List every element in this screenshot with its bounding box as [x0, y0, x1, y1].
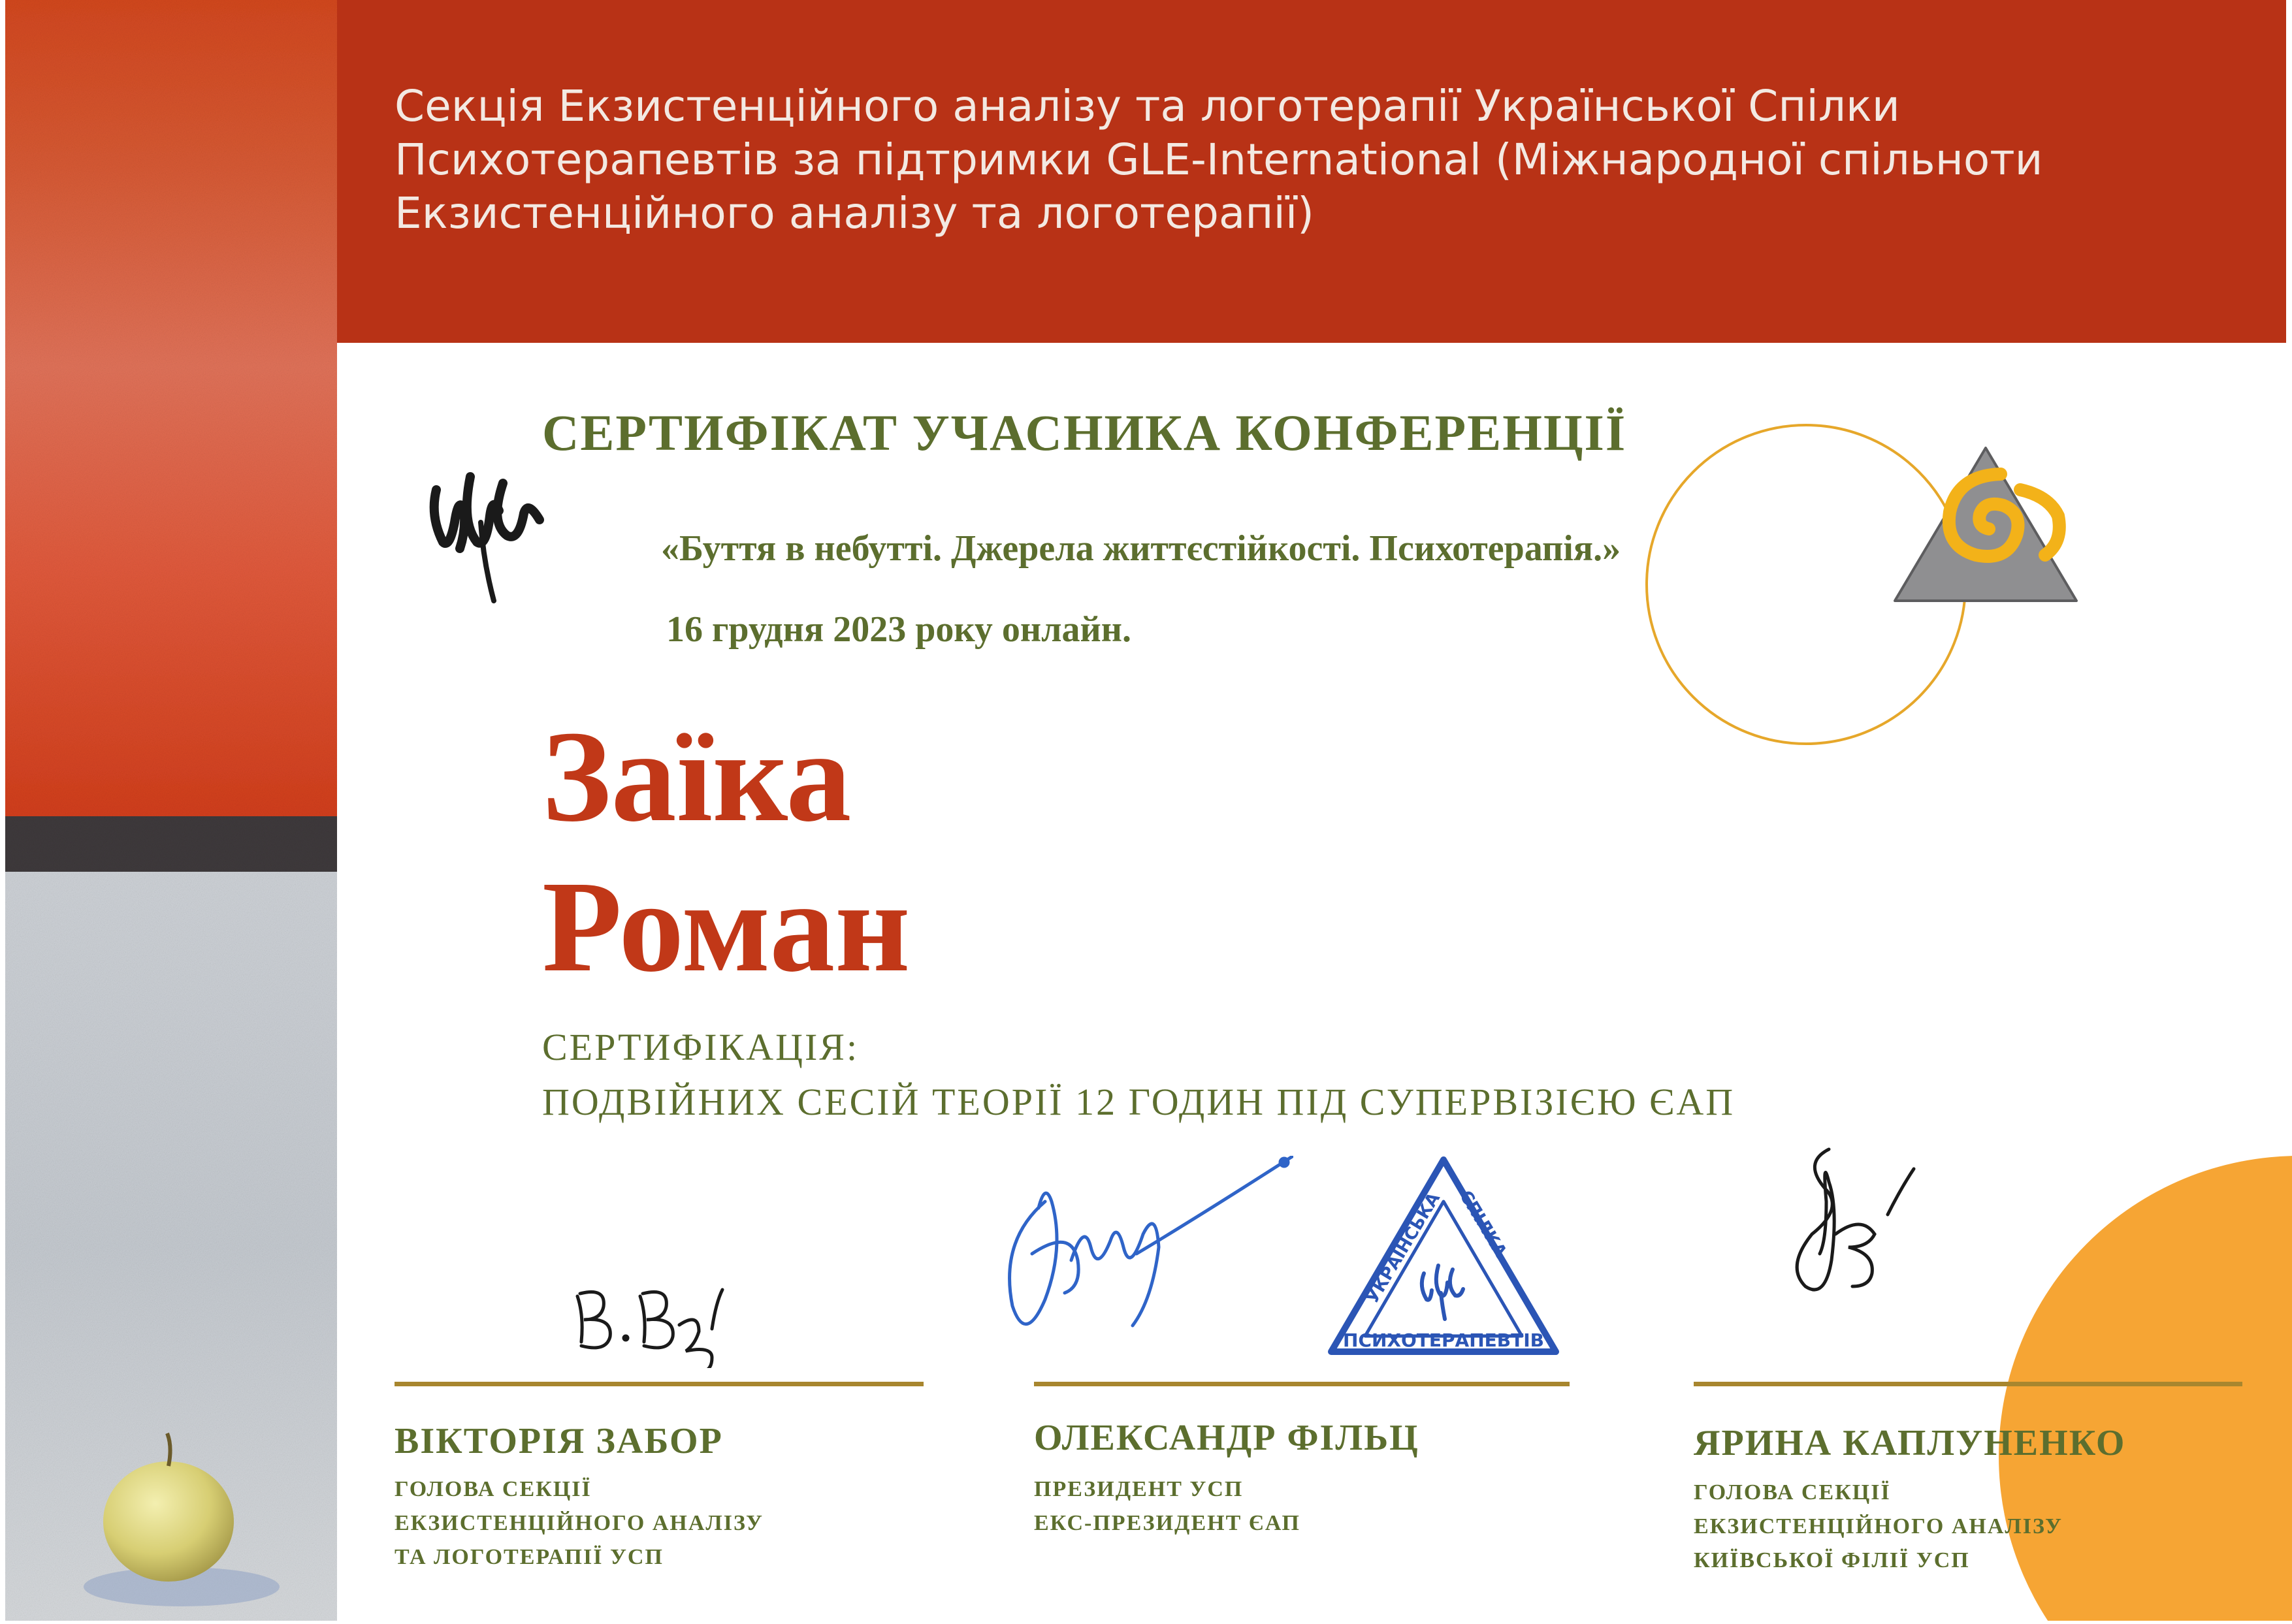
signer-role-kaplunenko	[1694, 1476, 2063, 1578]
stamp-text-bottom: ПСИХОТЕРАПЕВТІВ	[1343, 1329, 1544, 1351]
signer-name-filts: ОЛЕКСАНДР ФІЛЬЦ	[1034, 1418, 1419, 1458]
certificate-title: СЕРТИФІКАТ УЧАСНИКА КОНФЕРЕНЦІЇ	[542, 404, 1627, 461]
signature-line-filts	[1034, 1382, 1570, 1386]
signature-kaplunenko	[1783, 1130, 1973, 1329]
organization-header: Секція Екзистенційного аналізу та логотерапії Української Спілки Психотерапевтів за підтримки GLE-International (Міжнародної спільноти Екзистенційного аналізу та логотерапії)	[395, 81, 2043, 238]
certification-label: СЕРТИФІКАЦІЯ:	[542, 1026, 860, 1068]
stamp-text-right: СПІЛКА	[1455, 1187, 1511, 1261]
signer-role-line: ЕКЗИСТЕНЦІЙНОГО АНАЛІЗУ	[1694, 1514, 2063, 1538]
signature-line-kaplunenko	[1694, 1382, 2242, 1386]
signer-role-zabor	[395, 1473, 764, 1574]
gle-spiral-triangle-icon	[1891, 444, 2080, 611]
signature-filts	[993, 1156, 1293, 1361]
recipient-given-name: Роман	[542, 855, 911, 999]
apple-image	[103, 1461, 234, 1582]
signer-name-zabor: ВІКТОРІЯ ЗАБОР	[395, 1421, 723, 1461]
usp-stamp	[1319, 1149, 1568, 1375]
signature-zabor	[568, 1270, 738, 1371]
signer-role-line: ГОЛОВА СЕКЦІЇ	[1694, 1480, 1891, 1505]
signer-name-kaplunenko: ЯРИНА КАПЛУНЕНКО	[1694, 1423, 2126, 1463]
signer-role-line: ЕКС-ПРЕЗИДЕНТ ЄАП	[1034, 1511, 1300, 1535]
signer-role-line: ПРЕЗИДЕНТ УСП	[1034, 1477, 1244, 1501]
usp-logo-icon	[425, 451, 549, 611]
conference-name: «Буття в небутті. Джерела життєстійкості. Психотерапія.»	[661, 528, 1621, 569]
recipient-surname: Заїка	[542, 705, 852, 849]
decorative-photo-strip	[5, 0, 337, 1621]
signer-role-line: ЕКЗИСТЕНЦІЙНОГО АНАЛІЗУ	[395, 1511, 764, 1535]
certification-description: ПОДВІЙНИХ СЕСІЙ ТЕОРІЇ 12 ГОДИН ПІД СУПЕРВІЗІЄЮ ЄАП	[542, 1081, 1735, 1123]
signer-role-filts	[1034, 1473, 1300, 1540]
signer-role-line: КИЇВСЬКОЇ ФІЛІЇ УСП	[1694, 1548, 1970, 1572]
conference-date: 16 грудня 2023 року онлайн.	[666, 609, 1132, 650]
signer-role-line: ТА ЛОГОТЕРАПІЇ УСП	[395, 1545, 664, 1569]
signature-line-zabor	[395, 1382, 924, 1386]
signer-role-line: ГОЛОВА СЕКЦІЇ	[395, 1477, 592, 1501]
stamp-text-left: УКРАЇНСЬКА	[1363, 1189, 1444, 1307]
